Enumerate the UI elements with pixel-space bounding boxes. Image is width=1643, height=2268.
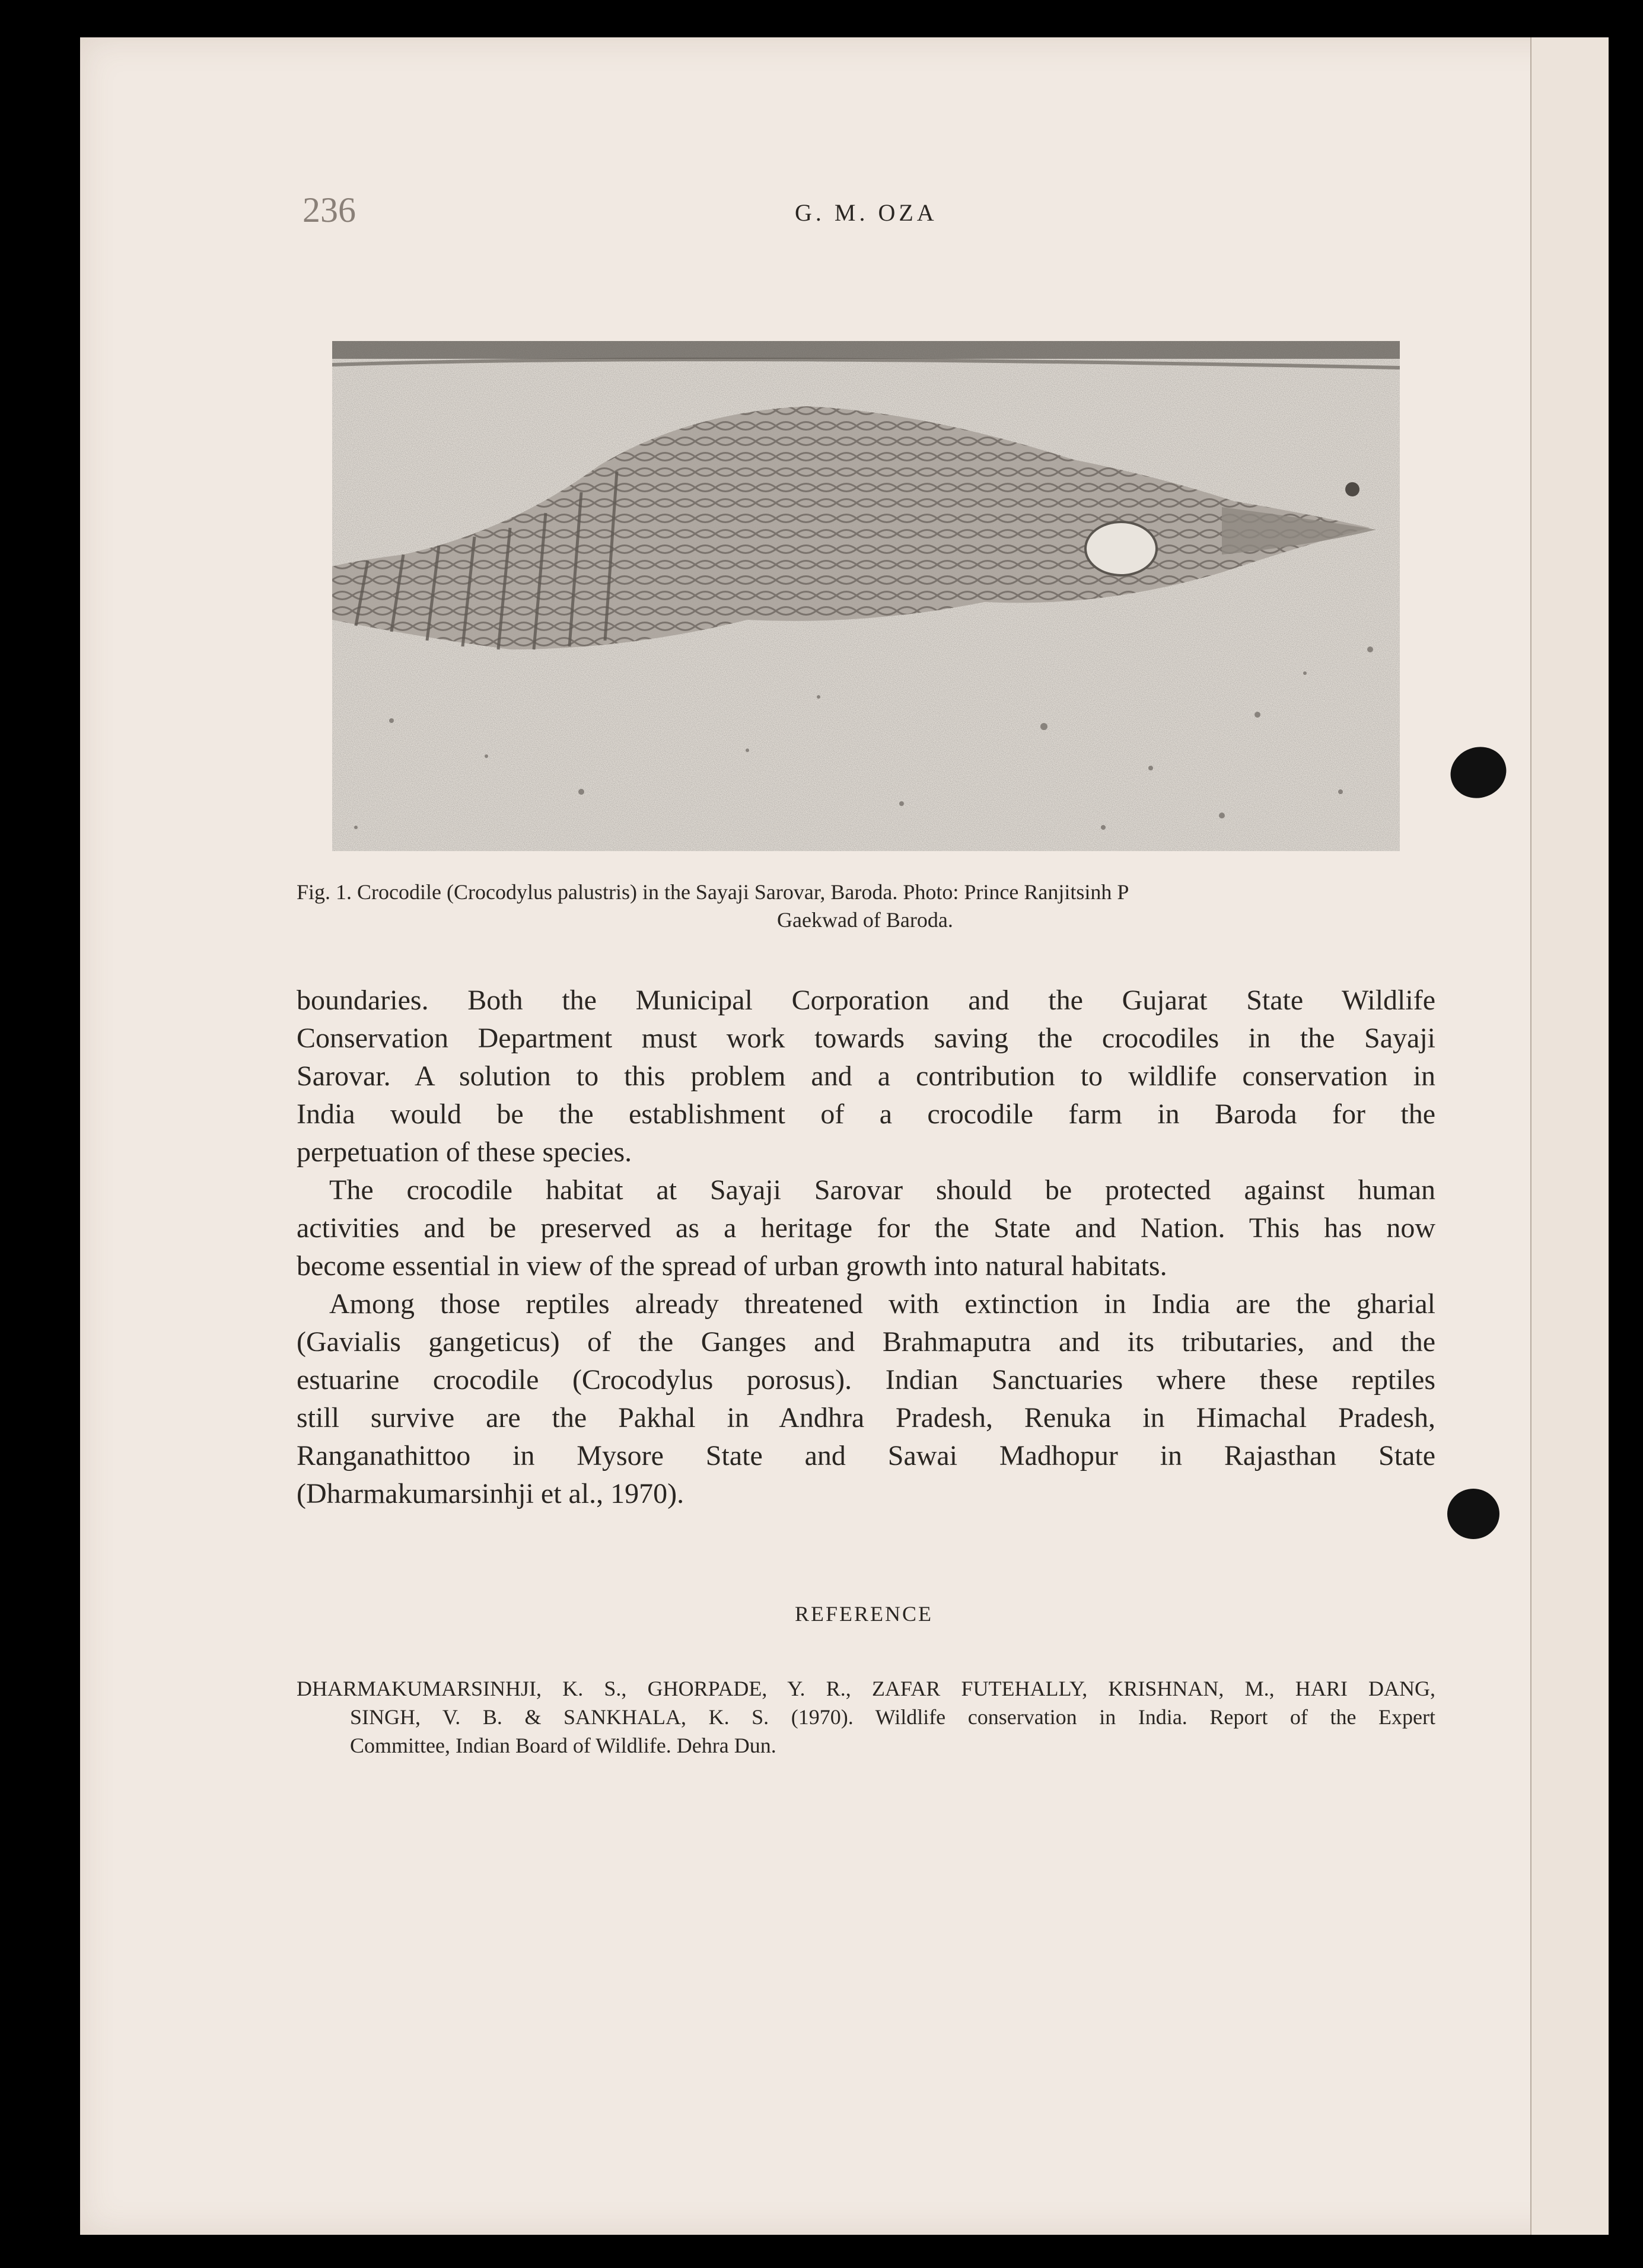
paper-edge-strip <box>1530 37 1609 2235</box>
figure-caption-line-2: Gaekwad of Baroda. <box>777 908 953 932</box>
text-line: Among those reptiles already threatened with extinction in India are the gharial <box>329 1288 1435 1320</box>
text-line: Sarovar. A solution to this problem and a contribution to wildlife conservation in <box>297 1060 1435 1092</box>
figure-caption-line-1: Fig. 1. Crocodile (Crocodylus palustris) in the Sayaji Sarovar, Baroda. Photo: Prince Ranjitsinh P <box>297 880 1129 904</box>
reference-entry <box>297 1674 1435 1760</box>
punch-hole <box>1447 1489 1499 1539</box>
text-line: Conservation Department must work towards saving the crocodiles in the Sayaji <box>297 1022 1435 1054</box>
text-line: still survive are the Pakhal in Andhra Pradesh, Renuka in Himachal Pradesh, <box>297 1402 1435 1434</box>
text-line: boundaries. Both the Municipal Corporation and the Gujarat State Wildlife <box>297 985 1435 1016</box>
text-line: The crocodile habitat at Sayaji Sarovar should be protected against human <box>329 1174 1435 1206</box>
reference-heading: REFERENCE <box>795 1602 934 1626</box>
text-line: activities and be preserved as a heritage for the State and Nation. This has now <box>297 1212 1435 1244</box>
text-line: perpetuation of these species. <box>297 1136 632 1168</box>
text-line: India would be the establishment of a crocodile farm in Baroda for the <box>297 1098 1435 1130</box>
paragraph-1 <box>297 982 1435 1171</box>
body-text <box>297 982 1435 1513</box>
crocodile-photo <box>332 341 1400 851</box>
text-line: become essential in view of the spread of urban growth into natural habitats. <box>297 1250 1167 1282</box>
reference-line: DHARMAKUMARSINHJI, K. S., GHORPADE, Y. R., ZAFAR FUTEHALLY, KRISHNAN, M., HARI DANG, <box>297 1677 1435 1700</box>
paragraph-2 <box>297 1171 1435 1285</box>
text-line: Ranganathittoo in Mysore State and Sawai Madhopur in Rajasthan State <box>297 1440 1435 1471</box>
text-line: (Gavialis gangeticus) of the Ganges and Brahmaputra and its tributaries, and the <box>297 1326 1435 1358</box>
paragraph-3 <box>297 1285 1435 1513</box>
text-line: estuarine crocodile (Crocodylus porosus). Indian Sanctuaries where these reptiles <box>297 1364 1435 1396</box>
reference-line: SINGH, V. B. & SANKHALA, K. S. (1970). Wildlife conservation in India. Report of the Expert <box>350 1705 1435 1729</box>
page-number: 236 <box>303 190 356 230</box>
reference-line: Committee, Indian Board of Wildlife. Dehra Dun. <box>350 1734 776 1757</box>
running-head: G. M. OZA <box>795 199 938 226</box>
text-line: (Dharmakumarsinhji et al., 1970). <box>297 1478 684 1509</box>
